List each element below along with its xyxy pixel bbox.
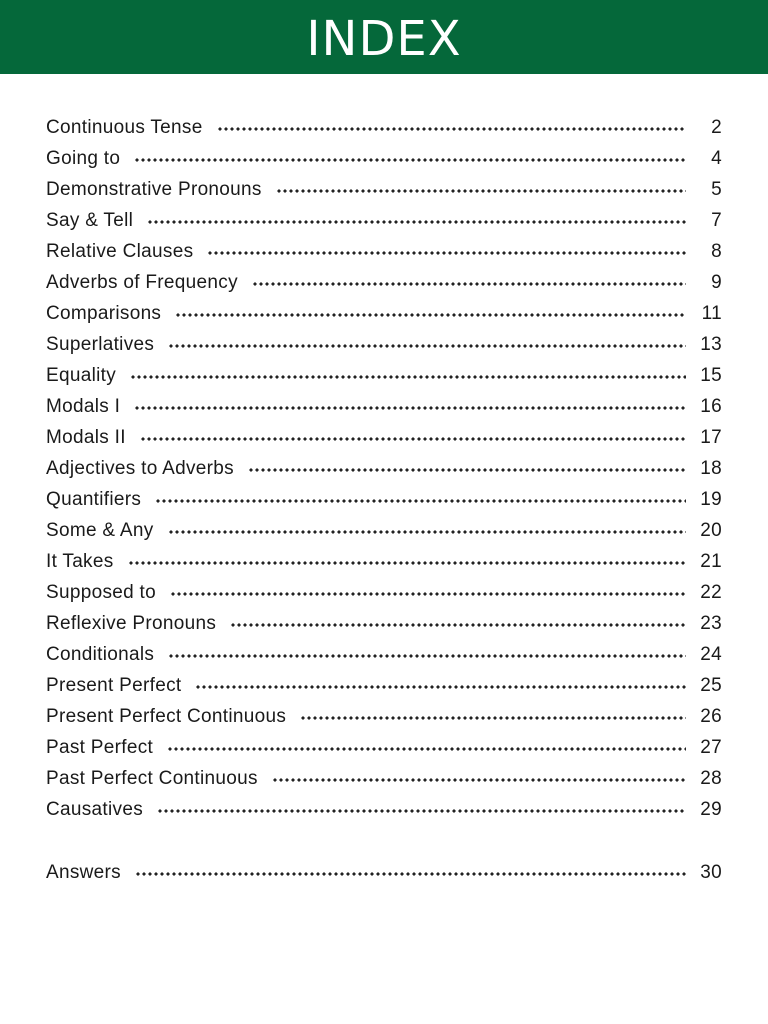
toc-entry-page: 11 bbox=[701, 303, 722, 324]
toc-entry-label: Superlatives bbox=[46, 334, 155, 355]
toc-entry-label: Reflexive Pronouns bbox=[46, 613, 217, 634]
toc-entry-label: Present Perfect bbox=[46, 675, 182, 696]
dot-leader bbox=[168, 530, 686, 534]
toc-entry[interactable] bbox=[46, 644, 722, 675]
dot-leader bbox=[147, 220, 686, 224]
toc-entry-label: Conditionals bbox=[46, 644, 155, 665]
toc-entry-page: 13 bbox=[700, 334, 722, 355]
dot-leader bbox=[300, 716, 686, 720]
dot-leader bbox=[130, 375, 686, 379]
dot-leader bbox=[140, 437, 686, 441]
dot-leader bbox=[155, 499, 686, 503]
toc-entry[interactable] bbox=[46, 179, 722, 210]
toc-entry-page: 28 bbox=[700, 768, 722, 789]
toc-entry-label: Present Perfect Continuous bbox=[46, 706, 287, 727]
toc-entry-label: Going to bbox=[46, 148, 121, 169]
toc-entry-label: Demonstrative Pronouns bbox=[46, 179, 262, 200]
toc-entry[interactable] bbox=[46, 768, 722, 799]
toc-entry-label: Continuous Tense bbox=[46, 117, 203, 138]
toc-entry-page: 8 bbox=[711, 241, 722, 262]
toc-entry[interactable] bbox=[46, 520, 722, 551]
toc-entry-label: Say & Tell bbox=[46, 210, 134, 231]
toc-entry-page: 9 bbox=[711, 272, 722, 293]
toc-entry[interactable] bbox=[46, 551, 722, 582]
index-header bbox=[0, 0, 768, 74]
toc-entry[interactable] bbox=[46, 675, 722, 706]
toc-entry-page: 19 bbox=[700, 489, 722, 510]
dot-leader bbox=[128, 561, 686, 565]
toc-entry-page: 18 bbox=[700, 458, 722, 479]
toc-entry-page: 7 bbox=[711, 210, 722, 231]
toc-entry-label: Adverbs of Frequency bbox=[46, 272, 238, 293]
dot-leader bbox=[272, 778, 686, 782]
toc-entry-page: 29 bbox=[700, 799, 722, 820]
dot-leader bbox=[207, 251, 686, 255]
toc-entry-label: Causatives bbox=[46, 799, 143, 820]
dot-leader bbox=[175, 313, 686, 317]
toc-entry-label: It Takes bbox=[46, 551, 114, 572]
toc-entry-label: Quantifiers bbox=[46, 489, 142, 510]
toc-entry-page: 2 bbox=[711, 117, 722, 138]
toc-entry-page: 20 bbox=[700, 520, 722, 541]
toc-entry-label: Answers bbox=[46, 862, 121, 883]
toc-entry-label: Supposed to bbox=[46, 582, 156, 603]
toc-entry-page: 5 bbox=[711, 179, 722, 200]
toc-entry[interactable] bbox=[46, 582, 722, 613]
toc-entry-label: Modals II bbox=[46, 427, 126, 448]
dot-leader bbox=[157, 809, 686, 813]
toc-entry[interactable] bbox=[46, 241, 722, 272]
toc-entry-answers[interactable] bbox=[46, 862, 722, 893]
dot-leader bbox=[135, 872, 686, 876]
dot-leader bbox=[217, 127, 686, 131]
dot-leader bbox=[134, 406, 686, 410]
dot-leader bbox=[230, 623, 686, 627]
dot-leader bbox=[248, 468, 686, 472]
toc-entry-label: Some & Any bbox=[46, 520, 154, 541]
toc-entry[interactable] bbox=[46, 334, 722, 365]
toc-entry[interactable] bbox=[46, 427, 722, 458]
toc-entry-label: Comparisons bbox=[46, 303, 162, 324]
toc-entry[interactable] bbox=[46, 396, 722, 427]
toc-entry-page: 25 bbox=[700, 675, 722, 696]
toc-entry-page: 26 bbox=[700, 706, 722, 727]
dot-leader bbox=[168, 654, 686, 658]
toc-entry-label: Past Perfect Continuous bbox=[46, 768, 258, 789]
dot-leader bbox=[167, 747, 686, 751]
toc-entry[interactable] bbox=[46, 799, 722, 830]
toc-entry[interactable] bbox=[46, 489, 722, 520]
toc-entry-page: 15 bbox=[700, 365, 722, 386]
toc-entry[interactable] bbox=[46, 210, 722, 241]
dot-leader bbox=[252, 282, 686, 286]
toc-entry-page: 4 bbox=[711, 148, 722, 169]
toc-entry-page: 22 bbox=[700, 582, 722, 603]
toc-entry[interactable] bbox=[46, 117, 722, 148]
toc-entry[interactable] bbox=[46, 458, 722, 489]
toc-entry[interactable] bbox=[46, 737, 722, 768]
toc-entry[interactable] bbox=[46, 148, 722, 179]
toc-entry-label: Adjectives to Adverbs bbox=[46, 458, 234, 479]
page-title: INDEX bbox=[306, 11, 462, 67]
dot-leader bbox=[276, 189, 686, 193]
dot-leader bbox=[168, 344, 686, 348]
toc-entry-page: 17 bbox=[700, 427, 722, 448]
toc-entry-page: 24 bbox=[700, 644, 722, 665]
dot-leader bbox=[134, 158, 686, 162]
toc-entry[interactable] bbox=[46, 365, 722, 396]
table-of-contents bbox=[46, 117, 722, 893]
toc-entry-label: Equality bbox=[46, 365, 116, 386]
toc-entry-label: Relative Clauses bbox=[46, 241, 194, 262]
dot-leader bbox=[195, 685, 686, 689]
toc-entry-page: 27 bbox=[700, 737, 722, 758]
toc-entry-label: Past Perfect bbox=[46, 737, 154, 758]
toc-entry-page: 23 bbox=[700, 613, 722, 634]
toc-entry[interactable] bbox=[46, 272, 722, 303]
toc-entry-label: Modals I bbox=[46, 396, 121, 417]
toc-entry[interactable] bbox=[46, 303, 722, 334]
dot-leader bbox=[170, 592, 686, 596]
toc-entry-page: 21 bbox=[700, 551, 722, 572]
toc-entry[interactable] bbox=[46, 613, 722, 644]
toc-entry[interactable] bbox=[46, 706, 722, 737]
toc-entry-page: 16 bbox=[700, 396, 722, 417]
toc-entry-page: 30 bbox=[700, 862, 722, 883]
